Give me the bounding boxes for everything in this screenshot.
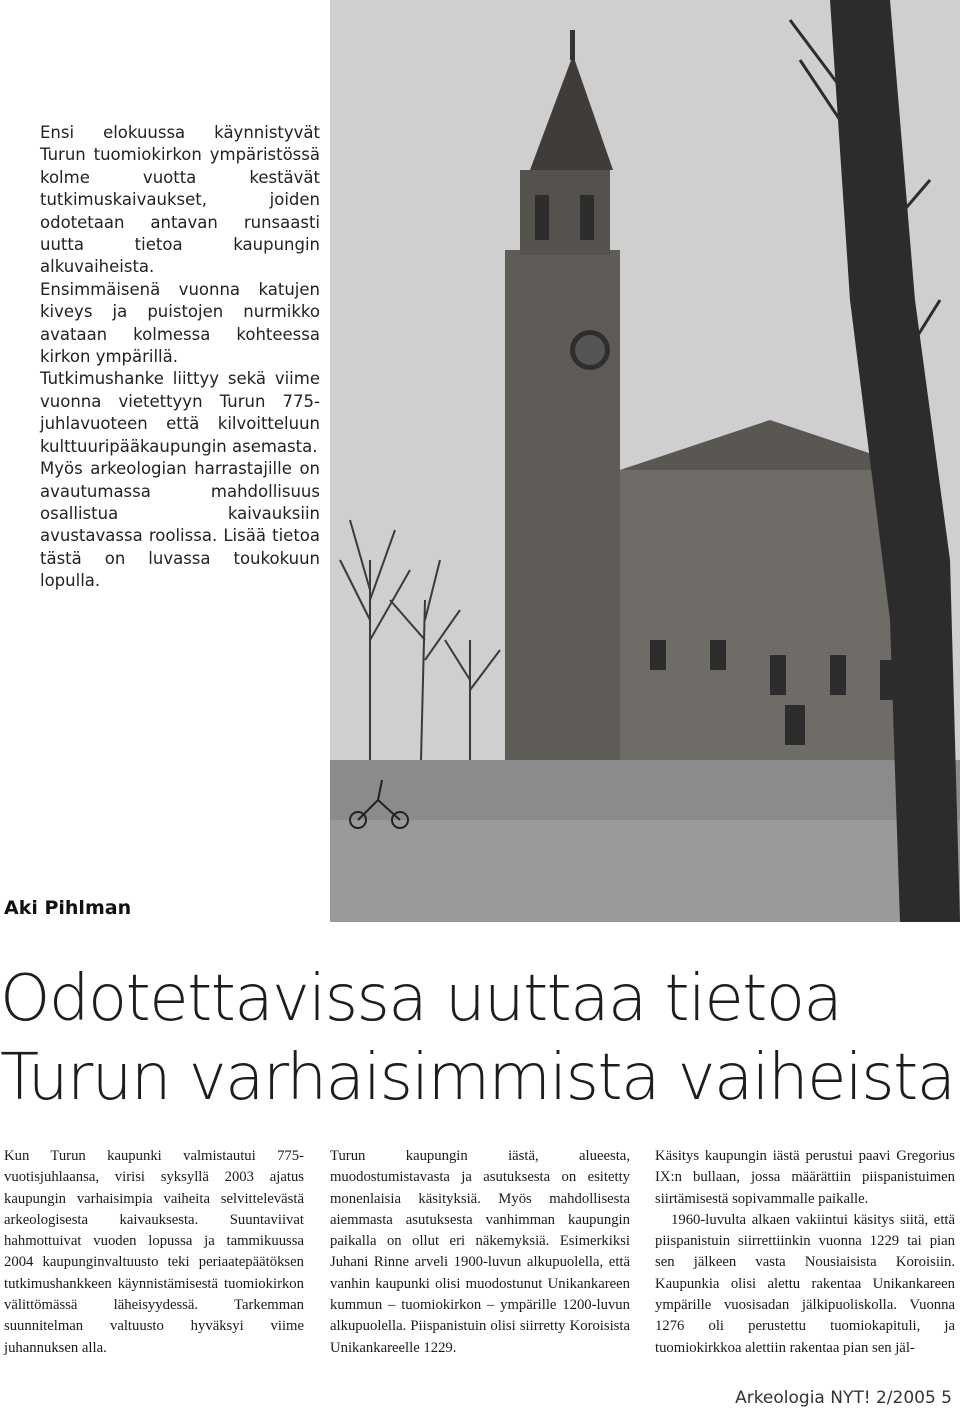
cathedral-nave (620, 470, 920, 760)
article-column (655, 1146, 955, 1359)
article-paragraph: Turun kaupungin iästä, alueesta, muodostumistavasta ja asutuksesta on esitetty monenlaisia käsityksiä. Myös mahdollisesta aiemmasta asutuksesta vanhimman kaupungin paikalla on ollut eri näkemyksiä. Esimerkiksi Juhani Rinne arveli 1900-luvun alkupuolella, että vanhin kaupunki olisi muodostunut Unikankareen kummun – tuomiokirkon – ympärille 1200-luvun alkupuolella. Piispanistuin olisi siirretty Koroisista Unikankareelle 1229. (330, 1148, 630, 1356)
intro-paragraph: Ensi elokuussa käynnistyvät Turun tuomiokirkon ympäristössä kolme vuotta kestävät tutkimuskaivaukset, joiden odotetaan antavan runsaasti uutta tietoa kaupungin alkuvaiheista. (40, 123, 320, 277)
intro-text (40, 122, 320, 593)
headline-line: Odotettavissa uuttaa tietoa (0, 962, 842, 1036)
headline (0, 960, 960, 1118)
article-column (4, 1146, 304, 1359)
pavement (330, 820, 960, 922)
author-byline: Aki Pihlman (4, 897, 132, 919)
cathedral-photo (330, 0, 960, 922)
article-paragraph: Käsitys kaupungin iästä perustui paavi Gregorius IX:n bullaan, jossa määrättiin piispanistuimen siirtämisestä sopivammalle paikalle. (655, 1148, 955, 1207)
intro-paragraph: Ensimmäisenä vuonna katujen kiveys ja puistojen nurmikko avataan kolmessa kohteessa kirkon ympärillä. (40, 279, 320, 367)
article-column (330, 1146, 630, 1359)
intro-paragraph: Tutkimushanke liittyy sekä viime vuonna vietettyyn Turun 775-juhlavuoteen että kilvoitteluun kulttuuripääkaupungin asemasta. (40, 369, 320, 456)
cathedral-illustration (330, 0, 960, 922)
page-footer: Arkeologia NYT! 2/2005 5 (735, 1388, 952, 1408)
article-paragraph: 1960-luvulta alkaen vakiintui käsitys siitä, että piispanistuin siirrettiinkin vuonna 1229 tai pian sen jälkeen vasta Nousiaisista Koroisiin. Kaupunkia olisi alettu rakentaa Unikankareen ympärille vuosisadan jälkipuoliskolla. Vuonna 1276 oli perustettu tuomiokapituli, ja tuomiokirkkoa alettiin rakentaa pian sen jäl- (655, 1211, 955, 1356)
spire-cross (570, 30, 575, 60)
intro-paragraph: Myös arkeologian harrastajille on avautumassa mahdollisuus osallistua kaivauksiin avustavassa roolissa. Lisää tietoa tästä on luvassa toukokuun lopulla. (40, 459, 320, 591)
cathedral-tower (505, 250, 620, 760)
headline-line: Turun varhaisimmista vaiheista (0, 1041, 955, 1115)
article-paragraph: Kun Turun kaupunki valmistautui 775-vuotisjuhlaansa, virisi syksyllä 2003 ajatus kaupungin varhaisimpia vaiheita selvittelevästä arkeologisesta kaivauksesta. Suuntaviivat hahmottuivat vuoden lopussa ja tammikuussa 2004 kaupunginvaltuusto teki periaatepäätöksen tutkimushankkeen käynnistämisestä tuomiokirkon välittömässä läheisyydessä. Tarkemman suunnitelman valtuusto hyväksyi viime juhannuksen alla. (4, 1148, 304, 1356)
tower-belfry (520, 170, 610, 255)
